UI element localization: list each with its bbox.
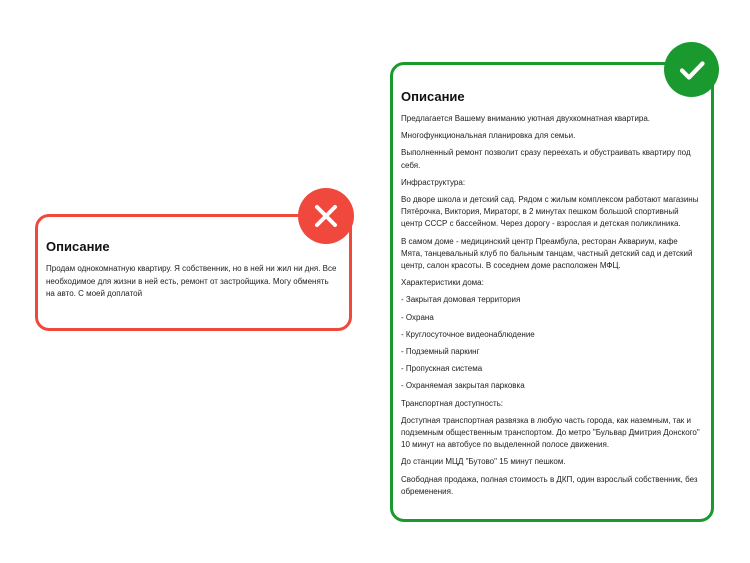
good-card-feature-parking: - Подземный паркинг [401, 347, 480, 357]
bad-card-title: Описание [46, 239, 110, 254]
good-card-feature-cctv: - Круглосуточное видеонаблюдение [401, 329, 535, 339]
good-badge [664, 42, 719, 97]
good-card-paragraph-mcd: До станции МЦД "Бутово" 15 минут пешком. [401, 457, 566, 467]
good-card-heading-infrastructure: Инфраструктура: [401, 177, 466, 187]
close-icon [313, 203, 339, 229]
good-card-paragraph-renovation: Выполненный ремонт позволит сразу переехать и обустраивать квартиру под себя. [401, 148, 691, 170]
good-card-title: Описание [401, 89, 465, 104]
good-card-paragraph-yard: Во дворе школа и детский сад. Рядом с жилым комплексом работают магазины Пятёрочка, Виктория, Мираторг, в 2 минутах пешком большой спортивный центр СССР с бассейном. Через дорогу - взрослая и детская поликлиника. [401, 195, 699, 229]
good-card-paragraph-layout: Многофункциональная планировка для семьи. [401, 131, 576, 141]
good-card-paragraph-sale: Свободная продажа, полная стоимость в ДКП, один взрослый собственник, без обременения. [401, 474, 698, 496]
good-card-paragraph-intro: Предлагается Вашему вниманию уютная двухкомнатная квартира. [401, 114, 651, 123]
good-card-feature-territory: - Закрытая домовая территория [401, 295, 521, 305]
bad-badge [298, 188, 354, 244]
good-card-feature-access: - Пропускная система [401, 364, 483, 374]
good-card-paragraph-transport: Доступная транспортная развязка в любую часть города, как наземным, так и подземным общественным транспортом. До метро "Бульвар Дмитрия Донского" 10 минут на автобусе по выделенной полосе движения. [401, 415, 700, 450]
good-card-feature-security: - Охрана [401, 312, 434, 322]
good-card-heading-features: Характеристики дома: [401, 278, 484, 288]
good-description-card [390, 62, 714, 522]
good-card-heading-transport: Транспортная доступность: [401, 398, 504, 408]
bad-card-paragraph: Продам однокомнатную квартиру. Я собственник, но в ней ни жил ни дня. Все необходимое для жизни в ней есть, ремонт от застройщика. Могу обменять на авто. С моей доплатой [46, 264, 337, 299]
good-card-feature-guarded-parking: - Охраняемая закрытая парковка [401, 381, 525, 391]
check-icon [677, 55, 707, 85]
good-card-paragraph-building: В самом доме - медицинский центр Преамбула, ресторан Аквариум, кафе Мята, танцевальный клуб по бальным танцам, частный детский сад и детский центр, салон красоты. В соседнем доме расположен МФЦ. [401, 236, 693, 271]
